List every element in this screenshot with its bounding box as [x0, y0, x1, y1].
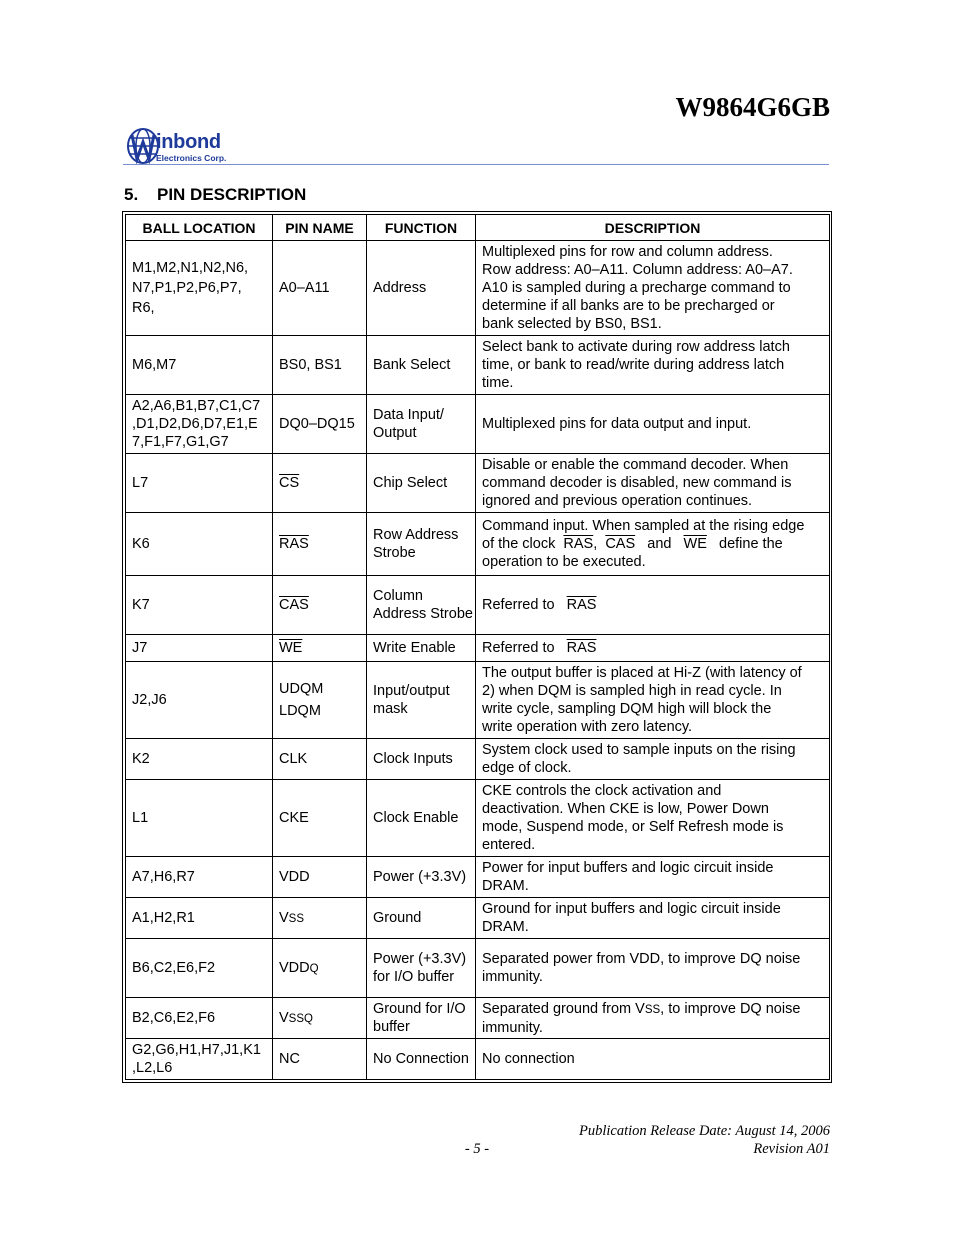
description-cell: Multiplexed pins for row and column address. Row address: A0–A11. Column address: A0–A7. A10 is sampled during a precharge command to determine if all banks are to be precharged or bank selected by BS0, BS1.	[476, 241, 830, 336]
pin-name-cell: UDQM LDQM	[273, 662, 367, 739]
description-cell: Separated ground from VSS, to improve DQ noise immunity.	[476, 998, 830, 1039]
ball-location-cell: L1	[126, 780, 273, 857]
description-cell: No connection	[476, 1039, 830, 1080]
ball-location-cell: J7	[126, 635, 273, 662]
function-cell: Column Address Strobe	[367, 576, 476, 635]
pin-description-table	[125, 214, 830, 1080]
function-cell: Write Enable	[367, 635, 476, 662]
pin-name-cell: BS0, BS1	[273, 336, 367, 395]
description-cell: Referred to $\overline{RAS}$	[476, 576, 830, 635]
function-cell: Ground for I/O buffer	[367, 998, 476, 1039]
table-row	[126, 513, 830, 576]
header-function: FUNCTION	[367, 215, 476, 241]
function-cell: Clock Enable	[367, 780, 476, 857]
table-row	[126, 576, 830, 635]
table-row	[126, 241, 830, 336]
we-pin-label: $\overline{WE}$	[279, 640, 303, 656]
function-cell: Input/output mask	[367, 662, 476, 739]
ball-location-cell: G2,G6,H1,H7,J1,K1 ,L2,L6	[126, 1039, 273, 1080]
description-cell: Ground for input buffers and logic circuit inside DRAM.	[476, 898, 830, 939]
globe-w-icon	[126, 126, 160, 166]
description-cell: The output buffer is placed at Hi-Z (with latency of 2) when DQM is sampled high in read cycle. In write cycle, sampling DQM high will block the write operation with zero latency.	[476, 662, 830, 739]
table-row	[126, 857, 830, 898]
pin-name-cell	[273, 513, 367, 576]
table-row	[126, 898, 830, 939]
ball-location-cell: M1,M2,N1,N2,N6, N7,P1,P2,P6,P7, R6,	[126, 241, 273, 336]
pin-name-cell: VSS	[273, 898, 367, 939]
function-cell: Data Input/ Output	[367, 395, 476, 454]
pin-name-cell	[273, 576, 367, 635]
pin-name-cell: DQ0–DQ15	[273, 395, 367, 454]
ball-location-cell: A7,H6,R7	[126, 857, 273, 898]
pin-name-cell	[273, 454, 367, 513]
pin-name-cell: VSSQ	[273, 998, 367, 1039]
part-number: W9864G6GB	[675, 92, 830, 122]
pin-name-cell	[273, 635, 367, 662]
ball-location-cell: B2,C6,E2,F6	[126, 998, 273, 1039]
logo-brand-text: inbond	[156, 131, 221, 153]
table-row	[126, 998, 830, 1039]
table-row	[126, 739, 830, 780]
ball-location-cell: B6,C2,E6,F2	[126, 939, 273, 998]
function-cell: Address	[367, 241, 476, 336]
description-cell: Select bank to activate during row address latch time, or bank to read/write during address latch time.	[476, 336, 830, 395]
table-row	[126, 635, 830, 662]
function-cell: Power (+3.3V)	[367, 857, 476, 898]
pin-table-frame	[122, 211, 832, 1083]
pin-name-cell: VDD	[273, 857, 367, 898]
pin-name-cell: CKE	[273, 780, 367, 857]
function-cell: Power (+3.3V) for I/O buffer	[367, 939, 476, 998]
pin-name-cell: CLK	[273, 739, 367, 780]
winbond-logo	[126, 126, 256, 166]
table-header-row	[126, 215, 830, 241]
section-number: 5.	[124, 185, 139, 204]
ball-location-cell: K2	[126, 739, 273, 780]
description-cell: Disable or enable the command decoder. When command decoder is disabled, new command is ignored and previous operation continues.	[476, 454, 830, 513]
pin-name-cell: NC	[273, 1039, 367, 1080]
cas-pin-label: $\overline{CAS}$	[279, 597, 309, 613]
page-number: - 5 -	[464, 1141, 490, 1157]
table-row	[126, 1039, 830, 1080]
table-row	[126, 395, 830, 454]
publication-release-date: Publication Release Date: August 14, 2006	[578, 1123, 830, 1139]
description-cell: Separated power from VDD, to improve DQ noise immunity.	[476, 939, 830, 998]
description-cell: CKE controls the clock activation and deactivation. When CKE is low, Power Down mode, Suspend mode, or Self Refresh mode is entered.	[476, 780, 830, 857]
header-rule	[123, 164, 829, 165]
function-cell: No Connection	[367, 1039, 476, 1080]
logo-subtext: Electronics Corp.	[156, 153, 227, 163]
description-cell: Referred to $\overline{RAS}$	[476, 635, 830, 662]
ball-location-cell: M6,M7	[126, 336, 273, 395]
header-description: DESCRIPTION	[476, 215, 830, 241]
ball-location-cell: L7	[126, 454, 273, 513]
section-title-text: PIN DESCRIPTION	[157, 185, 307, 204]
description-cell: Multiplexed pins for data output and input.	[476, 395, 830, 454]
table-row	[126, 336, 830, 395]
table-row	[126, 939, 830, 998]
cs-pin-label: $\overline{CS}$	[279, 475, 300, 491]
ball-location-cell: K6	[126, 513, 273, 576]
description-cell: Power for input buffers and logic circuit inside DRAM.	[476, 857, 830, 898]
ball-location-cell: J2,J6	[126, 662, 273, 739]
table-row	[126, 454, 830, 513]
description-cell: Command input. When sampled at the rising edge of the clock $\overline{RAS}$, $\overline{CAS}$ and $\overline{WE}$ define the operation to be executed.	[476, 513, 830, 576]
header-ball-location: BALL LOCATION	[126, 215, 273, 241]
section-title	[124, 185, 306, 205]
ball-location-cell: A2,A6,B1,B7,C1,C7 ,D1,D2,D6,D7,E1,E 7,F1,F7,G1,G7	[126, 395, 273, 454]
function-cell: Chip Select	[367, 454, 476, 513]
description-cell: System clock used to sample inputs on the rising edge of clock.	[476, 739, 830, 780]
table-row	[126, 780, 830, 857]
function-cell: Bank Select	[367, 336, 476, 395]
table-row	[126, 662, 830, 739]
pin-name-cell: A0–A11	[273, 241, 367, 336]
header-pin-name: PIN NAME	[273, 215, 367, 241]
ball-location-cell: K7	[126, 576, 273, 635]
pin-name-cell: VDDQ	[273, 939, 367, 998]
revision: Revision A01	[753, 1141, 830, 1157]
function-cell: Ground	[367, 898, 476, 939]
ball-location-cell: A1,H2,R1	[126, 898, 273, 939]
ras-pin-label: $\overline{RAS}$	[279, 536, 309, 552]
function-cell: Row Address Strobe	[367, 513, 476, 576]
function-cell: Clock Inputs	[367, 739, 476, 780]
